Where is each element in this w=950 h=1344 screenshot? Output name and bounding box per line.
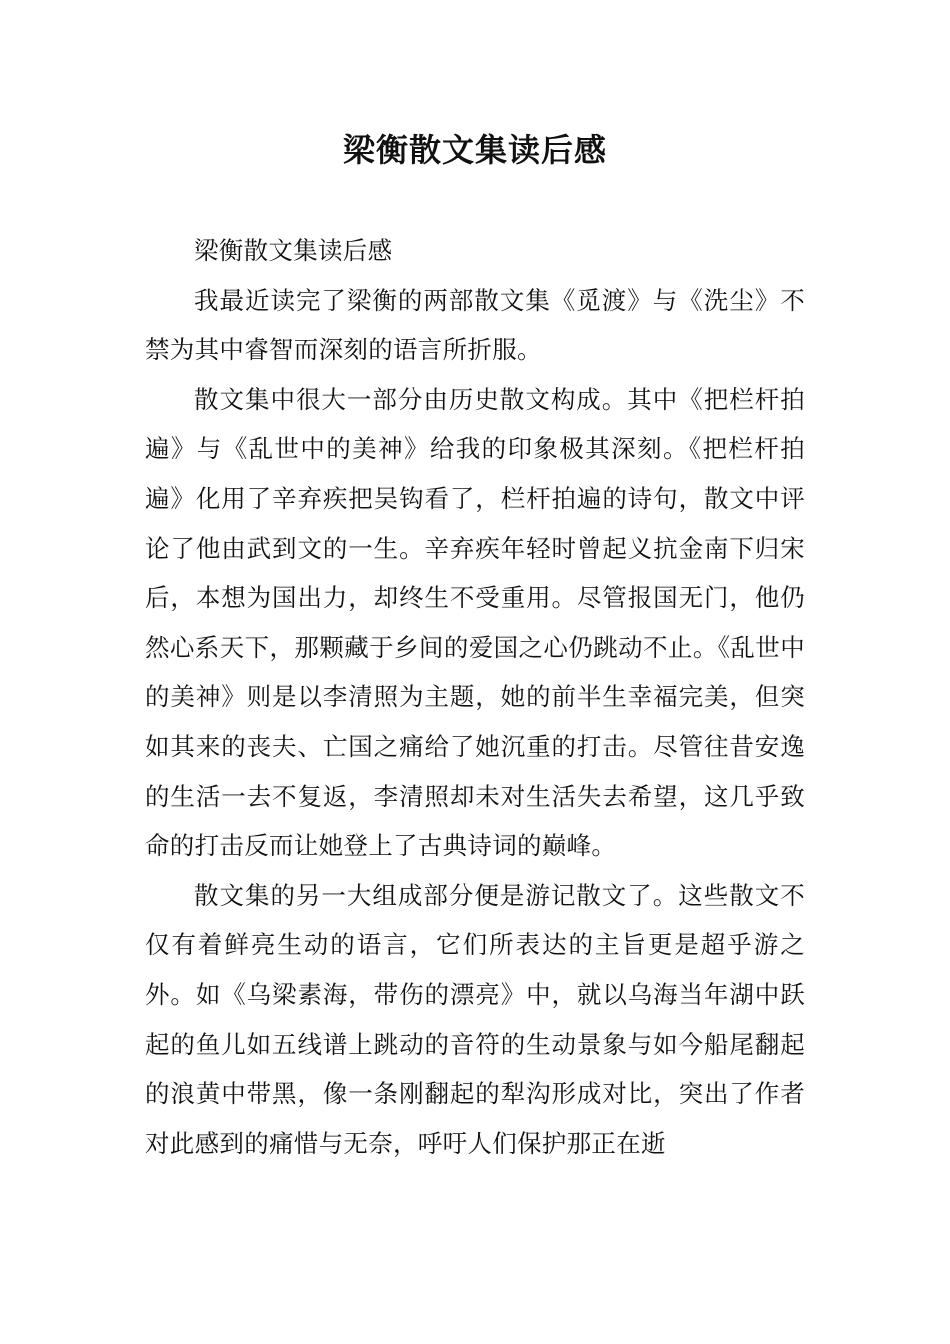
paragraph: 我最近读完了梁衡的两部散文集《觅渡》与《洗尘》不禁为其中睿智而深刻的语言所折服。 — [145, 285, 805, 365]
paragraph: 散文集的另一大组成部分便是游记散文了。这些散文不仅有着鲜亮生动的语言，它们所表达的主旨更是超乎游之外。如《乌梁素海，带伤的漂亮》中，就以乌海当年湖中跃起的鱼儿如五线谱上跳动的音符的生动景象与如今船尾翻起的浪黄中带黑，像一条刚翻起的犁沟形成对比，突出了作者对此感到的痛惜与无奈，呼吁人们保护那正在逝 — [145, 880, 805, 1158]
paragraph: 梁衡散文集读后感 — [194, 236, 393, 265]
page-title: 梁衡散文集读后感 — [342, 131, 607, 169]
document-body — [145, 226, 805, 1168]
paragraph: 散文集中很大一部分由历史散文构成。其中《把栏杆拍遍》与《乱世中的美神》给我的印象极其深刻。《把栏杆拍遍》化用了辛弃疾把吴钩看了，栏杆拍遍的诗句，散文中评论了他由武到文的一生。辛弃疾年轻时曾起义抗金南下归宋后，本想为国出力，却终生不受重用。尽管报国无门，他仍然心系天下，那颗藏于乡间的爱国之心仍跳动不止。《乱世中的美神》则是以李清照为主题，她的前半生幸福完美，但突如其来的丧夫、亡国之痛给了她沉重的打击。尽管往昔安逸的生活一去不复返，李清照却未对生活失去希望，这几乎致命的打击反而让她登上了古典诗词的巅峰。 — [145, 384, 805, 861]
